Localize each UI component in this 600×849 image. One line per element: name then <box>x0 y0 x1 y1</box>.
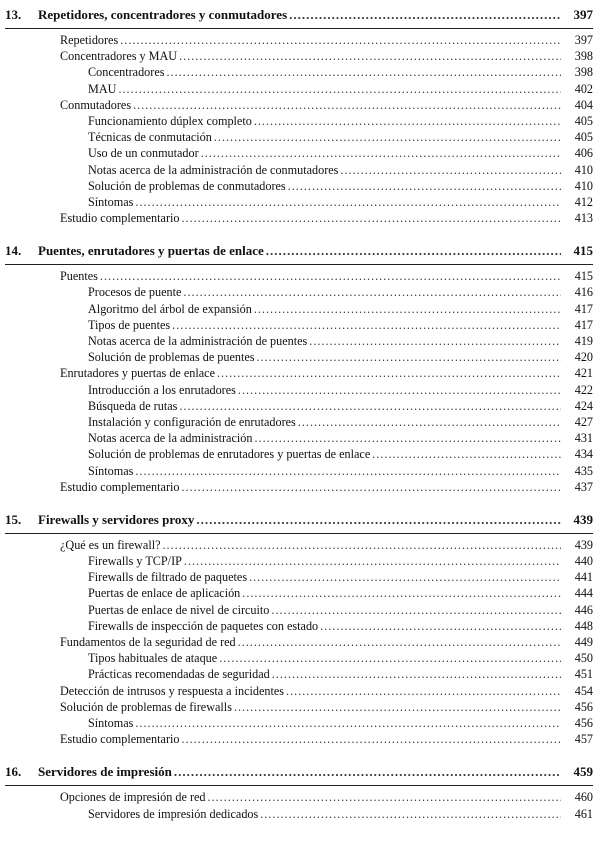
entry-title: ¿Qué es un firewall? <box>60 537 161 552</box>
toc-subentry[interactable] <box>0 398 600 414</box>
dot-leader <box>118 81 561 97</box>
entry-page-number: 410 <box>574 162 593 177</box>
entry-page-number: 434 <box>574 447 593 462</box>
entry-title: Notas acerca de la administración <box>88 431 253 446</box>
entry-title: Firewalls y TCP/IP <box>88 554 182 569</box>
entry-page-number: 405 <box>574 113 593 128</box>
entry-title: Firewalls de filtrado de paquetes <box>88 570 248 585</box>
entry-page-number: 437 <box>574 479 593 494</box>
chapter-section <box>0 4 600 226</box>
entry-title: Estudio complementario <box>60 211 180 226</box>
entry-page-number: 449 <box>574 635 593 649</box>
entry-title: Estudio complementario <box>60 479 180 494</box>
toc-subentry[interactable] <box>0 145 600 161</box>
entry-title: Concentradores y MAU <box>60 49 178 64</box>
dot-leader <box>257 349 561 365</box>
entry-page-number: 456 <box>574 699 593 714</box>
toc-subentry[interactable] <box>0 602 600 618</box>
toc-subentry[interactable] <box>0 715 600 731</box>
toc-subentry[interactable] <box>0 806 600 822</box>
chapter-divider <box>5 533 593 534</box>
dot-leader <box>271 602 561 618</box>
toc-subentry[interactable] <box>0 284 600 300</box>
dot-leader <box>166 64 561 80</box>
dot-leader <box>288 178 561 194</box>
chapter-heading[interactable] <box>0 240 600 262</box>
toc-subentry[interactable] <box>0 382 600 398</box>
entry-title: Procesos de puente <box>88 285 182 300</box>
dot-leader <box>289 4 561 26</box>
dot-leader <box>298 414 561 430</box>
entry-page-number: 421 <box>574 366 593 381</box>
dot-leader <box>249 569 561 585</box>
entry-page-number: 424 <box>574 398 593 413</box>
dot-leader <box>320 618 561 634</box>
entry-title: Síntomas <box>88 715 134 730</box>
chapter-page-number: 415 <box>573 243 593 259</box>
toc-entry[interactable] <box>0 268 600 284</box>
entry-page-number: 460 <box>574 790 593 805</box>
toc-subentry[interactable] <box>0 414 600 430</box>
entry-title: Enrutadores y puertas de enlace <box>60 366 215 381</box>
entry-page-number: 439 <box>574 537 593 552</box>
chapter-heading[interactable] <box>0 509 600 531</box>
toc-entry[interactable] <box>0 479 600 495</box>
entry-title: Puertas de enlace de aplicación <box>88 586 241 601</box>
entry-page-number: 461 <box>574 806 593 821</box>
entry-title: Prácticas recomendadas de seguridad <box>88 667 270 682</box>
entry-page-number: 398 <box>574 65 593 80</box>
entry-page-number: 410 <box>574 178 593 193</box>
chapter-number: 14. <box>5 243 22 259</box>
toc-subentry[interactable] <box>0 430 600 446</box>
toc-entry[interactable] <box>0 731 600 747</box>
toc-subentry[interactable] <box>0 349 600 365</box>
entry-page-number: 412 <box>574 194 593 209</box>
toc-entry[interactable] <box>0 634 600 650</box>
entry-title: Solución de problemas de enrutadores y puertas de enlace <box>88 447 371 462</box>
dot-leader <box>135 194 561 210</box>
entry-title: Repetidores <box>60 33 119 47</box>
dot-leader <box>372 446 561 462</box>
entry-page-number: 415 <box>574 269 593 284</box>
entry-page-number: 405 <box>574 130 593 145</box>
toc-subentry[interactable] <box>0 194 600 210</box>
entry-title: Fundamentos de la seguridad de red <box>60 635 236 649</box>
entry-page-number: 451 <box>574 667 593 682</box>
dot-leader <box>201 145 561 161</box>
entry-page-number: 416 <box>574 285 593 300</box>
dot-leader <box>260 806 561 822</box>
entry-page-number: 406 <box>574 146 593 161</box>
entry-page-number: 441 <box>574 570 593 585</box>
entry-title: Uso de un conmutador <box>88 146 199 161</box>
toc-subentry[interactable] <box>0 178 600 194</box>
entry-title: Técnicas de conmutación <box>88 130 212 145</box>
entry-title: Funcionamiento dúplex completo <box>88 113 252 128</box>
dot-leader <box>163 537 562 553</box>
dot-leader <box>340 162 561 178</box>
entry-page-number: 448 <box>574 618 593 633</box>
toc-subentry[interactable] <box>0 553 600 569</box>
dot-leader <box>172 317 561 333</box>
dot-leader <box>234 699 561 715</box>
entry-page-number: 431 <box>574 431 593 446</box>
entry-page-number: 444 <box>574 586 593 601</box>
entry-title: Notas acerca de la administración de conmutadores <box>88 162 339 177</box>
toc-subentry[interactable] <box>0 463 600 479</box>
entry-page-number: 446 <box>574 602 593 617</box>
entry-title: Síntomas <box>88 194 134 209</box>
chapter-heading[interactable] <box>0 761 600 783</box>
entry-title: Firewalls de inspección de paquetes con estado <box>88 618 319 633</box>
toc-subentry[interactable] <box>0 569 600 585</box>
entry-title: Detección de intrusos y respuesta a incidentes <box>60 683 285 698</box>
toc-subentry[interactable] <box>0 81 600 97</box>
chapter-title: Repetidores, concentradores y conmutadores <box>38 7 288 22</box>
entry-title: Solución de problemas de firewalls <box>60 699 232 714</box>
entry-title: Puentes <box>60 269 98 284</box>
toc-subentry[interactable] <box>0 446 600 462</box>
chapter-section <box>0 761 600 821</box>
dot-leader <box>133 97 561 113</box>
chapter-number: 15. <box>5 511 22 527</box>
entry-title: Tipos habituales de ataque <box>88 651 218 666</box>
toc-subentry[interactable] <box>0 650 600 666</box>
dot-leader <box>120 32 561 48</box>
dot-leader <box>242 585 561 601</box>
entry-title: Algoritmo del árbol de expansión <box>88 301 252 316</box>
dot-leader <box>309 333 561 349</box>
dot-leader <box>174 761 561 783</box>
dot-leader <box>135 715 561 731</box>
entry-page-number: 417 <box>574 301 593 316</box>
toc-subentry[interactable] <box>0 585 600 601</box>
toc-entry[interactable] <box>0 537 600 553</box>
entry-page-number: 457 <box>574 732 593 747</box>
dot-leader <box>100 268 561 284</box>
dot-leader <box>266 240 561 262</box>
chapter-page-number: 439 <box>573 511 593 527</box>
entry-title: Opciones de impresión de red <box>60 790 206 805</box>
entry-title: Servidores de impresión dedicados <box>88 806 259 821</box>
entry-page-number: 435 <box>574 463 593 478</box>
entry-title: Solución de problemas de puentes <box>88 350 255 365</box>
chapter-title: Firewalls y servidores proxy <box>38 511 195 527</box>
dot-leader <box>181 210 561 226</box>
entry-page-number: 422 <box>574 382 593 397</box>
chapter-number: 16. <box>5 764 22 780</box>
entry-page-number: 404 <box>574 97 593 112</box>
entry-page-number: 419 <box>574 334 593 348</box>
toc-entry[interactable] <box>0 365 600 381</box>
entry-title: Búsqueda de rutas <box>88 398 178 413</box>
dot-leader <box>238 634 561 650</box>
chapter-number: 13. <box>5 7 22 22</box>
chapter-page-number: 459 <box>573 764 593 780</box>
dot-leader <box>196 509 561 531</box>
dot-leader <box>254 113 561 129</box>
chapter-page-number: 397 <box>573 7 593 22</box>
toc-subentry[interactable] <box>0 64 600 80</box>
entry-page-number: 427 <box>574 414 593 429</box>
dot-leader <box>184 553 561 569</box>
entry-title: Puertas de enlace de nivel de circuito <box>88 602 270 617</box>
toc-entry[interactable] <box>0 699 600 715</box>
chapter-section <box>0 240 600 495</box>
entry-title: Introducción a los enrutadores <box>88 382 236 397</box>
toc-entry[interactable] <box>0 97 600 113</box>
toc-subentry[interactable] <box>0 333 600 349</box>
entry-title: MAU <box>88 81 117 96</box>
chapter-section <box>0 509 600 747</box>
dot-leader <box>183 284 561 300</box>
dot-leader <box>238 382 561 398</box>
dot-leader <box>179 48 561 64</box>
toc-entry[interactable] <box>0 32 600 48</box>
toc-subentry[interactable] <box>0 113 600 129</box>
chapter-title: Servidores de impresión <box>38 764 172 780</box>
entry-title: Estudio complementario <box>60 732 180 747</box>
entry-page-number: 413 <box>574 211 593 226</box>
entry-page-number: 454 <box>574 683 593 698</box>
entry-title: Síntomas <box>88 463 134 478</box>
toc-subentry[interactable] <box>0 618 600 634</box>
entry-title: Conmutadores <box>60 97 132 112</box>
toc-subentry[interactable] <box>0 129 600 145</box>
toc-entry[interactable] <box>0 789 600 805</box>
entry-page-number: 450 <box>574 651 593 666</box>
dot-leader <box>181 479 561 495</box>
entry-page-number: 456 <box>574 715 593 730</box>
entry-page-number: 417 <box>574 317 593 332</box>
dot-leader <box>286 683 561 699</box>
dot-leader <box>217 365 561 381</box>
chapter-divider <box>5 28 593 29</box>
toc-subentry[interactable] <box>0 666 600 682</box>
dot-leader <box>135 463 561 479</box>
dot-leader <box>181 731 561 747</box>
toc-subentry[interactable] <box>0 162 600 178</box>
toc-entry[interactable] <box>0 210 600 226</box>
chapter-title: Puentes, enrutadores y puertas de enlace <box>38 243 264 259</box>
dot-leader <box>208 789 561 805</box>
entry-page-number: 440 <box>574 554 593 569</box>
dot-leader <box>254 430 561 446</box>
dot-leader <box>219 650 561 666</box>
entry-title: Solución de problemas de conmutadores <box>88 178 286 193</box>
chapter-divider <box>5 785 593 786</box>
entry-page-number: 397 <box>574 33 593 47</box>
entry-page-number: 402 <box>574 81 593 96</box>
chapter-divider <box>5 264 593 265</box>
toc-subentry[interactable] <box>0 301 600 317</box>
entry-page-number: 398 <box>574 49 593 64</box>
entry-title: Instalación y configuración de enrutadores <box>88 414 296 429</box>
entry-title: Notas acerca de la administración de puentes <box>88 334 308 348</box>
dot-leader <box>254 301 561 317</box>
chapter-heading[interactable] <box>0 4 600 26</box>
toc-entry[interactable] <box>0 48 600 64</box>
toc-entry[interactable] <box>0 683 600 699</box>
entry-title: Concentradores <box>88 65 165 80</box>
toc-subentry[interactable] <box>0 317 600 333</box>
dot-leader <box>214 129 561 145</box>
entry-title: Tipos de puentes <box>88 317 171 332</box>
dot-leader <box>272 666 561 682</box>
dot-leader <box>179 398 561 414</box>
entry-page-number: 420 <box>574 350 593 365</box>
